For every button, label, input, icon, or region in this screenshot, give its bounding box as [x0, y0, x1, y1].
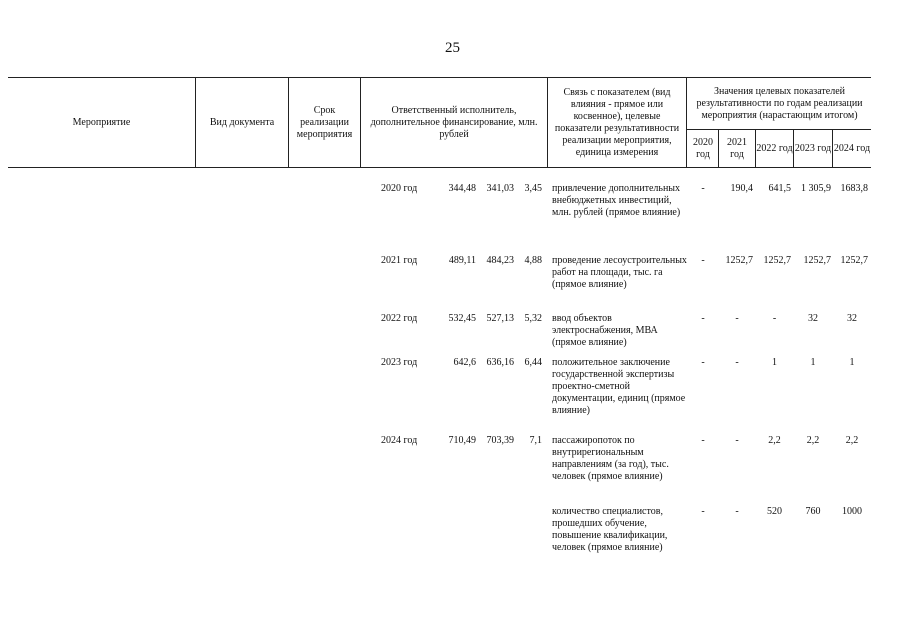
row-regional: 4,88	[524, 255, 542, 266]
value-2020: -	[701, 357, 705, 368]
value-2023: 32	[808, 313, 818, 324]
row-federal: 636,16	[486, 357, 514, 368]
header-event: Мероприятие	[72, 116, 131, 128]
value-2024: 1683,8	[840, 183, 868, 194]
value-2021: -	[735, 357, 739, 368]
header-term: Срок реализации мероприятия	[296, 104, 353, 140]
header-year-2023: 2023 год	[794, 142, 832, 154]
row-indicator: ввод объектов электроснабжения, МВА (прямое влияние)	[552, 313, 658, 348]
row-regional: 6,44	[524, 357, 542, 368]
value-2023: 1	[810, 357, 816, 368]
value-2022: 1252,7	[763, 255, 791, 266]
value-2024: 2,2	[845, 435, 859, 446]
row-indicator: привлечение дополнительных внебюджетных инвестиций, млн. рублей (прямое влияние)	[552, 183, 681, 218]
value-2020: -	[701, 313, 705, 324]
value-2022: 520	[767, 506, 782, 517]
row-year: 2020 год	[381, 183, 418, 194]
row-federal: 527,13	[486, 313, 514, 324]
value-2023: 1 305,9	[801, 183, 831, 194]
value-2024: 1	[849, 357, 855, 368]
value-2020: -	[701, 435, 705, 446]
value-2024: 1000	[842, 506, 862, 517]
header-year-2022: 2022 год	[756, 142, 793, 154]
col-divider	[360, 77, 361, 167]
row-year: 2021 год	[381, 255, 418, 266]
header-responsible: Ответственный исполнитель, дополнительное финансирование, млн. рублей	[370, 104, 538, 140]
header-document-type: Вид документа	[209, 116, 275, 128]
value-2021: -	[735, 506, 739, 517]
header-indicator-link: Связь с показателем (вид влияния - прямое или косвенное), целевые показатели результативности реализации мероприятия, единица измерения	[554, 86, 680, 158]
row-total: 532,45	[448, 313, 476, 324]
row-indicator: положительное заключение государственной экспертизы проектно-сметной документации, единиц (прямое влияние)	[552, 357, 686, 416]
row-total: 344,48	[448, 183, 476, 194]
row-total: 710,49	[448, 435, 476, 446]
value-2020: -	[701, 183, 705, 194]
row-federal: 703,39	[486, 435, 514, 446]
row-regional: 7,1	[529, 435, 542, 446]
value-2024: 1252,7	[840, 255, 868, 266]
row-year: 2023 год	[381, 357, 418, 368]
row-total: 489,11	[448, 255, 476, 266]
row-year: 2024 год	[381, 435, 418, 446]
value-2023: 1252,7	[803, 255, 831, 266]
header-year-2020: 2020 год	[693, 136, 713, 160]
value-2024: 32	[847, 313, 857, 324]
value-2022: 1	[772, 357, 777, 368]
value-2020: -	[701, 506, 705, 517]
row-indicator: проведение лесоустроительных работ на площади, тыс. га (прямое влияние)	[552, 255, 687, 290]
value-2022: 641,5	[768, 183, 791, 194]
row-total: 642,6	[453, 357, 476, 368]
col-divider	[686, 77, 687, 167]
value-2021: 1252,7	[725, 255, 753, 266]
header-year-2024: 2024 год	[833, 142, 871, 154]
value-2022: 2,2	[768, 435, 781, 446]
header-bottom-border	[8, 167, 871, 168]
value-2023: 760	[805, 506, 821, 517]
row-regional: 3,45	[524, 183, 542, 194]
col-divider	[547, 77, 548, 167]
row-indicator: пассажиропоток по внутрирегиональным направлениям (за год), тыс. человек (прямое влияние)	[552, 435, 669, 482]
value-2021: 190,4	[730, 183, 753, 194]
header-year-2021: 2021 год	[727, 136, 747, 160]
row-federal: 341,03	[486, 183, 514, 194]
row-year: 2022 год	[381, 313, 418, 324]
value-2021: -	[735, 435, 739, 446]
value-2023: 2,2	[806, 435, 820, 446]
row-indicator: количество специалистов, прошедших обучение, повышение квалификации, человек (прямое влияние)	[552, 506, 668, 553]
row-regional: 5,32	[524, 313, 542, 324]
row-federal: 484,23	[486, 255, 514, 266]
header-target-values: Значения целевых показателей результативности по годам реализации мероприятия (нарастающим итогом)	[696, 85, 863, 121]
value-2021: -	[735, 313, 739, 324]
page-number: 25	[445, 40, 460, 56]
value-2020: -	[701, 255, 705, 266]
value-2022: -	[772, 313, 777, 324]
